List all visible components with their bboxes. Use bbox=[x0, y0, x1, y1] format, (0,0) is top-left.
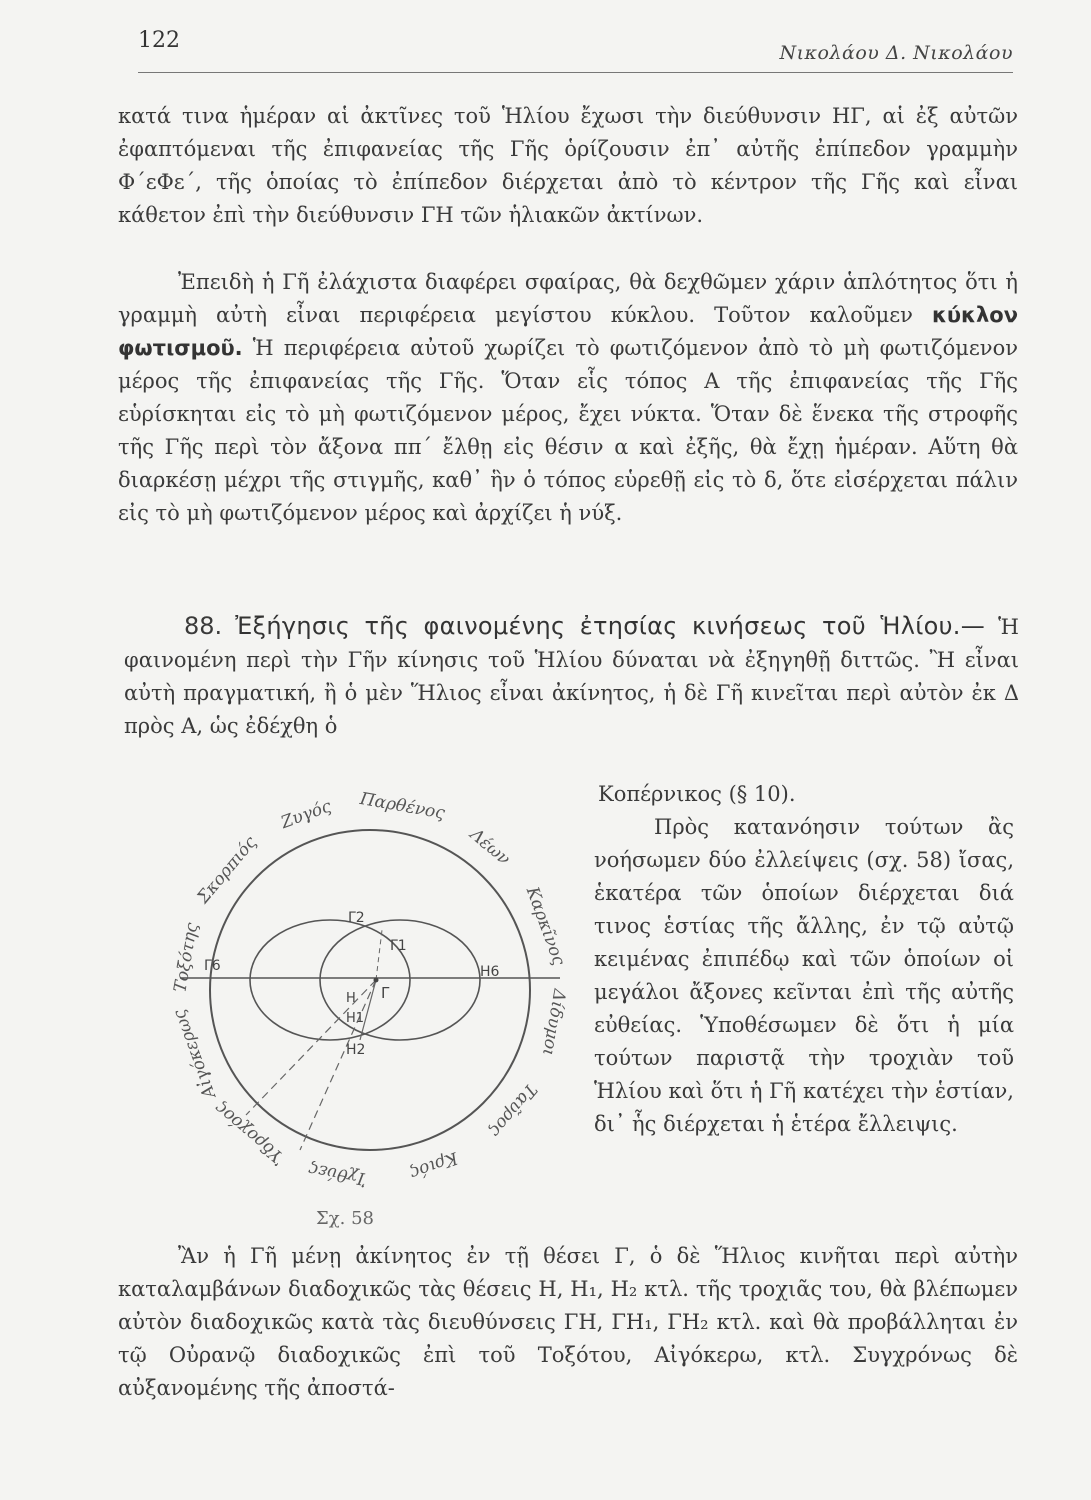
term-kyklos-fotismou: κύκλον φωτισμοῦ. bbox=[118, 303, 1018, 360]
label-h: Η bbox=[346, 991, 356, 1006]
zodiac-label: Ταῦρος bbox=[484, 1079, 541, 1141]
page-number: 122 bbox=[138, 28, 180, 53]
label-g1: Γ1 bbox=[390, 938, 407, 954]
label-g: Γ bbox=[381, 984, 390, 1002]
zodiac-label: Ὑδροχόος bbox=[211, 1097, 290, 1168]
earth-ellipse bbox=[250, 920, 410, 1040]
paragraph-1: κατά τινα ἡμέραν αἱ ἀκτῖνες τοῦ Ἡλίου ἔχωσι τὴν διεύθυνσιν ΗΓ, αἱ ἐξ αὐτῶν ἐφαπτόμεναι τῆς ἐπιφανείας τῆς Γῆς ὁρίζουσιν ἐπ᾽ αὐτῆς ἐπίπεδον γραμμὴν Φ΄εΦε΄, τῆς ὁποίας τὸ ἐπίπεδον διέρχεται ἀπὸ τὸ κέντρον τῆς Γῆς καὶ εἶναι κάθετον ἐπὶ τὴν διεύθυνσιν ΓΗ τῶν ἡλιακῶν ἀκτίνων. bbox=[118, 104, 1018, 227]
paragraph-2-text-b: Ἡ περιφέρεια αὐτοῦ χωρίζει τὸ φωτιζόμενον ἀπὸ τὸ μὴ φωτιζόμενον μέρος τῆς ἐπιφανείας τῆς Γῆς. Ὅταν εἷς τόπος Α τῆς ἐπιφανείας τῆς Γῆς εὑρίσκηται εἰς τὸ μὴ φωτιζόμενον μέρος, ἔχει νύκτα. Ὅταν δὲ ἕνεκα τῆς στροφῆς τῆς Γῆς περὶ τὸν ἄξονα ππ΄ ἔλθῃ εἰς θέσιν α καὶ ἐξῆς, θὰ ἔχῃ ἡμέραν. Αὕτη θὰ διαρκέσῃ μέχρι τῆς στιγμῆς, καθ᾽ ἣν ὁ τόπος εὑρεθῇ εἰς τὸ δ, ὅτε εἰσέρχεται πάλιν εἰς τὸ μὴ φωτιζόμενον μέρος καὶ ἀρχίζει ἡ νύξ. bbox=[118, 336, 1018, 525]
zodiac-orbit-diagram bbox=[150, 770, 590, 1210]
paragraph-2 bbox=[118, 266, 1018, 530]
running-head: Νικολάου Δ. Νικολάου bbox=[779, 42, 1013, 64]
label-g2: Γ2 bbox=[348, 910, 365, 926]
section-number: 88. bbox=[184, 612, 223, 640]
zodiac-label: Ἰχθύες bbox=[307, 1158, 369, 1189]
zodiac-label: Δίδυμοι bbox=[537, 987, 570, 1058]
zodiac-label: Ζυγός bbox=[278, 796, 335, 834]
zodiac-labels bbox=[169, 789, 569, 1189]
zodiac-label: Λέων bbox=[465, 824, 514, 870]
header-rule bbox=[138, 72, 1013, 73]
side-column-text: Πρὸς κατανόησιν τούτων ἂς νοήσωμεν δύο ἐλλείψεις (σχ. 58) ἴσας, ἑκατέρα τῶν ὁποίων διέρχεται διά τινος ἑστίας τῆς ἄλλης, ἐν τῷ αὐτῷ κειμένας ἐπιπέδῳ καὶ τῶν ὁποίων οἱ μεγάλοι ἄξονες κεῖνται ἐπὶ τῆς αὐτῆς εὐθείας. Ὑποθέσωμεν δὲ ὅτι ἡ μία τούτων παριστᾷ τὴν τροχιὰν τοῦ Ἡλίου καὶ ὅτι ἡ Γῆ κατέχει τὴν ἑστίαν, δι᾽ ἧς διέρχεται ἡ ἑτέρα ἔλλειψις. bbox=[594, 815, 1014, 1136]
paragraph-2-text-a: Ἐπειδὴ ἡ Γῆ ἐλάχιστα διαφέρει σφαίρας, θὰ δεχθῶμεν χάριν ἁπλότητος ὅτι ἡ γραμμὴ αὐτὴ εἶναι περιφέρεια μεγίστου κύκλου. Τοῦτον καλοῦμεν bbox=[118, 270, 1018, 327]
paragraph-4: Ἂν ἡ Γῆ μένῃ ἀκίνητος ἐν τῇ θέσει Γ, ὁ δὲ Ἥλιος κινῆται περὶ αὐτὴν καταλαμβάνων διαδοχικῶς τὰς θέσεις Η, Η₁, Η₂ κτλ. τῆς τροχιᾶς του, θὰ βλέπωμεν αὐτὸν διαδοχικῶς κατὰ τὰς διευθύνσεις ΓΗ, ΓΗ₁, ΓΗ₂ κτλ. καὶ θὰ προβάλληται ἐν τῷ Οὐρανῷ διαδοχικῶς ἐπὶ τοῦ Τοξότου, Αἰγόκερω, κτλ. Συγχρόνως δὲ αὐξανομένης τῆς ἀποστά- bbox=[118, 1244, 1018, 1400]
zodiac-label: Τοξότης bbox=[170, 921, 203, 994]
label-h2: Η2 bbox=[346, 1042, 366, 1058]
label-h1: Η1 bbox=[346, 1011, 365, 1026]
figure-caption: Σχ. 58 bbox=[316, 1208, 374, 1229]
zodiac-label: Σκορπιός bbox=[193, 832, 261, 908]
figure-58 bbox=[150, 770, 590, 1210]
label-g6: Γ6 bbox=[204, 958, 221, 974]
section-title: Ἐξήγησις τῆς φαινομένης ἐτησίας κινήσεως τοῦ Ἡλίου.— bbox=[235, 612, 986, 640]
side-column bbox=[594, 778, 1014, 1141]
zodiac-label: Κριός bbox=[407, 1147, 461, 1184]
sight-line-h1 bbox=[300, 980, 376, 1150]
label-h6: Η6 bbox=[480, 964, 500, 980]
point-g bbox=[374, 978, 379, 983]
paragraph-3: Ἡ φαινομένη περὶ τὴν Γῆν κίνησις τοῦ Ἡλίου δύναται νὰ ἐξηγηθῇ διττῶς. Ἢ εἶναι αὐτὴ πραγματική, ἢ ὁ μὲν Ἥλιος εἶναι ἀκίνητος, ἡ δὲ Γῆ κινεῖται περὶ αὐτὸν ἐκ Δ πρὸς Α, ὡς ἐδέχθη ὁ bbox=[124, 615, 1019, 738]
section-88 bbox=[124, 610, 1019, 743]
zodiac-label: Αἰγόκερως bbox=[169, 1006, 221, 1101]
zodiac-label: Καρκῖνος bbox=[521, 884, 569, 969]
zodiac-label: Παρθένος bbox=[358, 789, 447, 824]
sight-line-g1 bbox=[376, 930, 382, 980]
side-column-first: Κοπέρνικος (§ 10). bbox=[598, 782, 796, 806]
